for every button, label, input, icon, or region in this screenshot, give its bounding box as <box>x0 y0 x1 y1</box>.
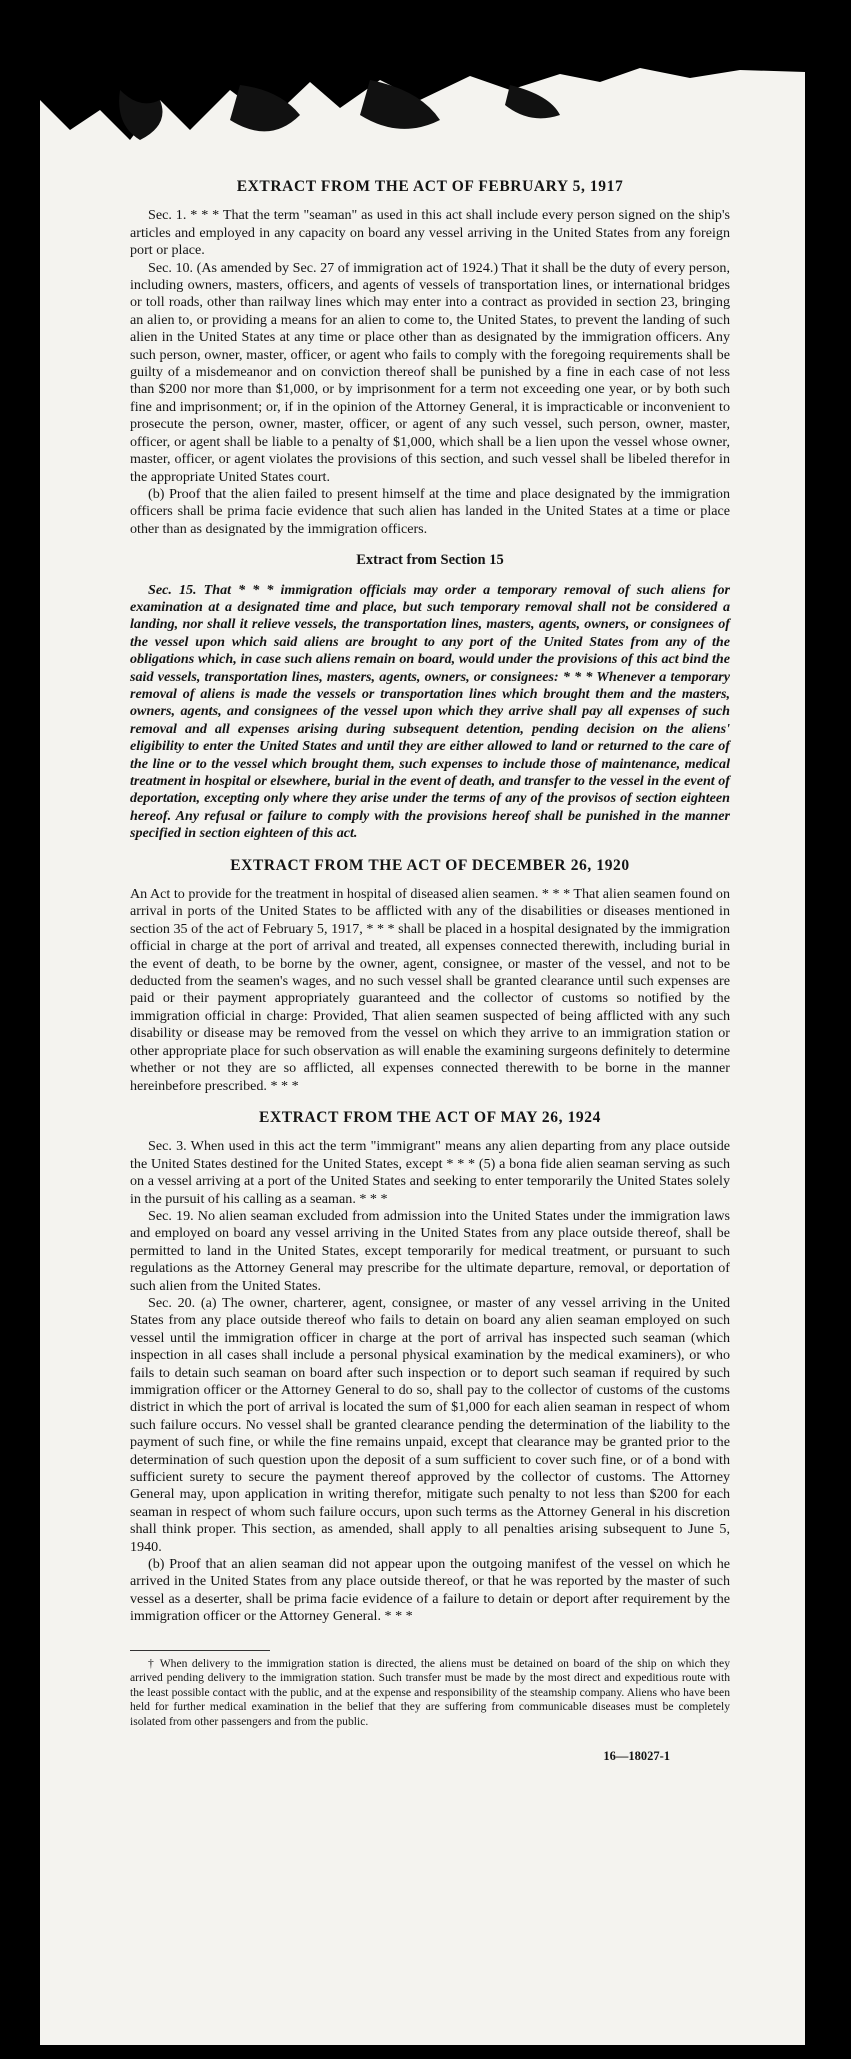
section-10-paragraph: Sec. 10. (As amended by Sec. 27 of immigration act of 1924.) That it shall be the duty of every person, including owners, masters, officers, and agents of vessels of transportation lines, or international bridges or toll roads, other than railway lines which may enter into a contract as provided in section 23, bringing an alien to, or providing a means for an alien to come to, the United States, to prevent the landing of such alien in the United States at any time or place other than as designated by the immigration officers. Any such person, owner, master, officer, or agent who fails to comply with the foregoing requirements shall be guilty of a misdemeanor and on conviction thereof shall be punished by a fine in each case of not less than $200 nor more than $1,000, or by imprisonment for a term not exceeding one year, or by both such fine and imprisonment; or, if in the opinion of the Attorney General, it is impracticable or inconvenient to prosecute the person, owner, master, officer, or agent of any such vessel, such person, owner, master, officer, or agent shall be liable to a penalty of $1,000, which shall be a lien upon the vessel whose owner, master, officer, or agent violates the provisions of this section, and such vessel shall be libeled therefor in the appropriate United States court. <box>130 259 730 485</box>
act-1920-paragraph: An Act to provide for the treatment in hospital of diseased alien seamen. * * * That alien seamen found on arrival in ports of the United States to be afflicted with any of the disabilities or diseases mentioned in section 35 of the act of February 5, 1917, * * * shall be placed in a hospital designated by the immigration official in charge at the port of arrival and treated, all expenses connected therewith, including burial in the event of death, to be borne by the owner, agent, consignee, or master of the vessel, and not to be deducted from the seamen's wages, and no such vessel shall be granted clearance until such expenses are paid or their payment appropriately guaranteed and the collector of customs so notified by the immigration official in charge: Provided, That alien seamen suspected of being afflicted with any such disability or disease may be removed from the vessel on which they arrive to an immigration station or other appropriate place for such observation as will enable the examining surgeons definitely to determine whether or not they are so afflicted, all expenses connected therewith to be borne in the manner hereinbefore prescribed. * * * <box>130 886 730 1094</box>
document-body <box>130 170 730 1765</box>
section-20b-paragraph: (b) Proof that an alien seaman did not appear upon the outgoing manifest of the vessel on which he arrived in the United States from any place outside thereof, or that he was reported by the master of such vessel as a deserter, shall be prima facie evidence of a failure to detain or deport after requirement by the immigration officer or the Attorney General. * * * <box>130 1556 730 1625</box>
heading-act-1920: EXTRACT FROM THE ACT OF DECEMBER 26, 1920 <box>230 856 630 874</box>
section-19-paragraph: Sec. 19. No alien seaman excluded from admission into the United States under the immigration laws and employed on board any vessel arriving in the United States from any place outside thereof, shall be permitted to land in the United States, except temporarily for medical treatment, or pursuant to such regulations as the Attorney General may prescribe for the ultimate departure, removal, or deportation of such alien from the United States. <box>130 1207 730 1294</box>
section-20a-paragraph: Sec. 20. (a) The owner, charterer, agent, consignee, or master of any vessel arriving in the United States from any place outside thereof who fails to detain on board any alien seaman employed on such vessel until the immigration officer in charge at the port of arrival has inspected such seaman (which inspection in all cases shall include a personal physical examination by the medical examiners), or who fails to detain such seaman on board after such inspection or to deport such seaman if required by such immigration officer or the Attorney General to do so, shall pay to the collector of customs of the customs district in which the port of arrival is located the sum of $1,000 for each alien seaman in respect of whom such failure occurs. No vessel shall be granted clearance pending the determination of the liability to the payment of such fine, or while the fine remains unpaid, except that clearance may be granted prior to the determination of such question upon the deposit of a sum sufficient to cover such fine, or of a bond with sufficient surety to secure the payment thereof approved by the collector of customs. The Attorney General may, upon application in writing therefor, mitigate such penalty to not less than $200 for each seaman in respect of whom such failure occurs, upon such terms as the Attorney General in his discretion shall think proper. This section, as amended, shall apply to all penalties arising subsequent to June 5, 1940. <box>130 1294 730 1555</box>
heading-act-1917: EXTRACT FROM THE ACT OF FEBRUARY 5, 1917 <box>236 178 624 195</box>
torn-edge <box>40 60 805 150</box>
footnote-divider <box>130 1650 270 1651</box>
section-15-paragraph: Sec. 15. That * * * immigration officials may order a temporary removal of such aliens for examination at a designated time and place, but such temporary removal shall not be considered a landing, nor shall it relieve vessels, the transportation lines, masters, agents, owners, or consignees of the vessel upon which said aliens are brought to any port of the United States from any of the obligations which, in case such aliens remain on board, would under the provisions of this act bind the said vessels, transportation lines, masters, agents, owners, or consignees: * * * Whenever a temporary removal of aliens is made the vessels or transportation lines which brought them and the masters, owners, agents, and consignees of the vessel upon which they arrive shall pay all expenses of such removal and all expenses arising during subsequent detention, pending decision on the aliens' eligibility to enter the United States and until they are either allowed to land or returned to the care of the line or to the vessel which brought them, such expenses to include those of maintenance, medical treatment in hospital or elsewhere, burial in the event of death, and transfer to the vessel in the event of deportation, excepting only where they arise under the terms of any of the provisos of section eighteen hereof. Any refusal or failure to comply with the provisions hereof shall be punished in the manner specified in section eighteen of this act. <box>130 581 730 842</box>
footnote: † When delivery to the immigration station is directed, the aliens must be detained on board of the ship on which they arrived pending delivery to the immigration station. Such transfer must be made by the most direct and expeditious route with the least possible contact with the public, and at the expense and responsibility of the steamship company. Aliens who have been held for further medical examination in the belief that they are suffering from communicable diseases must be completely isolated from other passengers and from the public. <box>130 1656 730 1729</box>
document-page <box>40 60 805 2045</box>
subheading-section-15: Extract from Section 15 <box>356 552 504 569</box>
section-1-paragraph: Sec. 1. * * * That the term "seaman" as used in this act shall include every person signed on the ship's articles and employed in any capacity on board any vessel arriving in the United States from any foreign port or place. <box>130 207 730 259</box>
section-10b-paragraph: (b) Proof that the alien failed to present himself at the time and place designated by the immigration officers shall be prima facie evidence that such alien has landed in the United States at a time or place other than as designated by the immigration officers. <box>130 485 730 537</box>
form-number: 16—18027-1 <box>603 1748 670 1763</box>
heading-act-1924: EXTRACT FROM THE ACT OF MAY 26, 1924 <box>259 1108 601 1126</box>
section-3-paragraph: Sec. 3. When used in this act the term "immigrant" means any alien departing from any place outside the United States destined for the United States, except * * * (5) a bona fide alien seaman serving as such on a vessel arriving at a port of the United States and seeking to enter temporarily the United States solely in the pursuit of his calling as a seaman. * * * <box>130 1138 730 1207</box>
